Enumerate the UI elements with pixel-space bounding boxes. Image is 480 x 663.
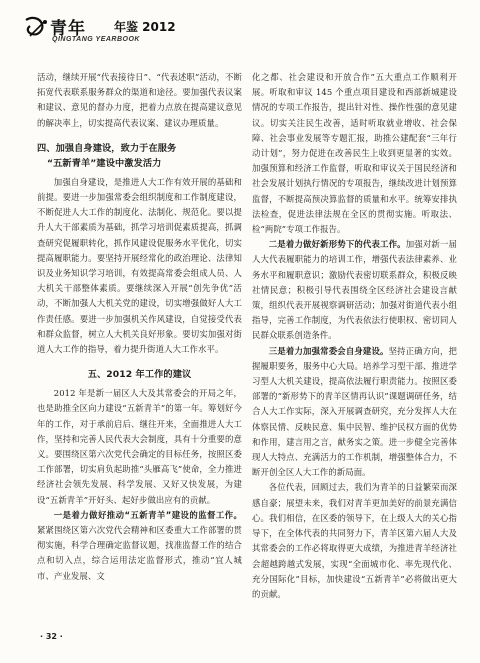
left-column (37, 70, 242, 584)
heading-line: 四、加强自身建设，致力于在服务 (37, 142, 177, 154)
logo-title: 青年 (50, 19, 86, 39)
paragraph: 各位代表，回顾过去，我们为青羊的日益繁荣而深感自豪；展望未来，我们对青羊更加美好的前景充满信心。我们相信，在区委的领导下，在上级人大的关心指导下，在全体代表的共同努力下，青羊区第六届人大及其常委会的工作必将取得更大成绩，为推进青羊经济社会超越跨越式发展，实现“全面城市化、率先现代化、充分国际化”目标，加快建设“五新青羊”必将做出更大的贡献。 (252, 482, 457, 599)
lead-in: 一是着力做好推动“五新青羊”建设的监督工作。 (53, 509, 242, 520)
paragraph (37, 508, 242, 584)
paragraph: 化之都、社会建设和开放合作”五大重点工作顺利开展。听取和审议 145 个重点项目建设和西部新城建设情况的专项工作报告，提出针对性、操作性强的意见建议。切实关注民生改善，适时听取就业增收、社会保障、社会事业发展等专题汇报，助推公建配套“三年行动计划”，努力促进在改善民生上收到更显著的实效。加强预算和经济工作监督，听取和审议关于国民经济和社会发展计划执行情况的专项报告，继续改进计划预算监督，不断提高预决算监督的质量和水平。统筹安排执法检查，促进法律法规在全区的贯彻实施。听取法、检“两院”专项工作报告。 (252, 72, 457, 235)
page-number: · 32 · (40, 632, 63, 641)
right-column (252, 70, 457, 602)
paragraph-text: 坚持正确方向，把握履职要务，服务中心大局。培养学习型干部、推进学习型人大机关建设，提高依法履行职责能力。按照区委部署的“新形势下的青羊区情再认识”课题调研任务，结合人大工作实际，深入开展调查研究，充分发挥人大在体察民情、反映民意、集中民智、维护民权方面的优势和作用，建言用之言，献务实之策。进一步健全完善体现人大特点、充满活力的工作机制，增强整体合力，不断开创全区人大工作的新局面。 (252, 345, 457, 478)
section-heading-4 (37, 141, 242, 171)
logo-subtitle: QINGTANG YEARBOOK (52, 36, 140, 43)
paragraph: 活动，继续开展“代表接待日”、“代表述职”活动，不断拓宽代表联系服务群众的渠道和途径。要加强代表议案和建议、意见的督办力度，把着力点放在提高建议意见的解决率上，切实提高代表议案、建议办理质量。 (37, 72, 242, 128)
lead-in: 二是着力做好新形势下的代表工作。 (268, 239, 406, 250)
lead-in: 三是着力加强常委会自身建设。 (268, 345, 389, 356)
logo-year-label: 年鉴 2012 (114, 20, 176, 34)
paragraph-text: 紧紧围绕区第六次党代会精神和区委重大工作部署的贯彻实施，科学合理确定监督议题，找准监督工作的结合点和切入点，综合运用法定监督形式，推动“宜人城市、产业发展、文 (37, 525, 242, 581)
paragraph: 加强自身建设，是推进人大工作有效开展的基础和前提。要进一步加强常委会组织制度和工作制度建设，不断促进人大工作的制度化、法制化、规范化。要以提升人大干部素质为基础，抓学习培训促素质提高，抓调查研究促履职转化，抓作风建设促服务水平优化，切实提高履职能力。要坚持开展经常化的政治理论、法律知识及业务知识学习培训，有效提高常委会组成人员、人大机关干部整体素质。要继续深入开展“创先争优”活动，不断加强人大机关党的建设，切实增强做好人大工作责任感。要进一步加强机关作风建设，自觉接受代表和群众监督，树立人大机关良好形象。要切实加强对街道人大工作的指导，着力提升街道人大工作水平。 (37, 176, 242, 355)
paragraph (252, 237, 457, 343)
paragraph-text: 加强对新一届人大代表履职能力的培训工作，增强代表法律素养、业务水平和履职意识；激励代表密切联系群众，积极反映社情民意；积极引导代表围绕全区经济社会建设言献策，组织代表开展视察调研活动；加强对街道代表小组指导，完善工作制度，为代表依法行使职权、密切同人民群众联系创造条件。 (252, 239, 457, 341)
section-heading-5: 五、2012 年工作的建议 (87, 369, 192, 381)
page-header (22, 14, 462, 56)
paragraph: 2012 年是新一届区人大及其常委会的开局之年，也是助推全区向力建设“五新青羊”的第一年。筹划好今年的工作，对于承前启后、继往开来，全面推进人大工作，坚持和完善人民代表大会制度，具有十分重要的意义。要围绕区第六次党代会确定的目标任务，按照区委工作部署，切实肩负起助推“头雁高飞”使命，全力推进经济社会领先发展、科学发展、又好又快发展，为建设“五新青羊”开好头、起好步做出应有的贡献。 (37, 388, 242, 505)
heading-line: “五新青羊”建设中激发活力 (47, 157, 162, 169)
paragraph (252, 344, 457, 481)
